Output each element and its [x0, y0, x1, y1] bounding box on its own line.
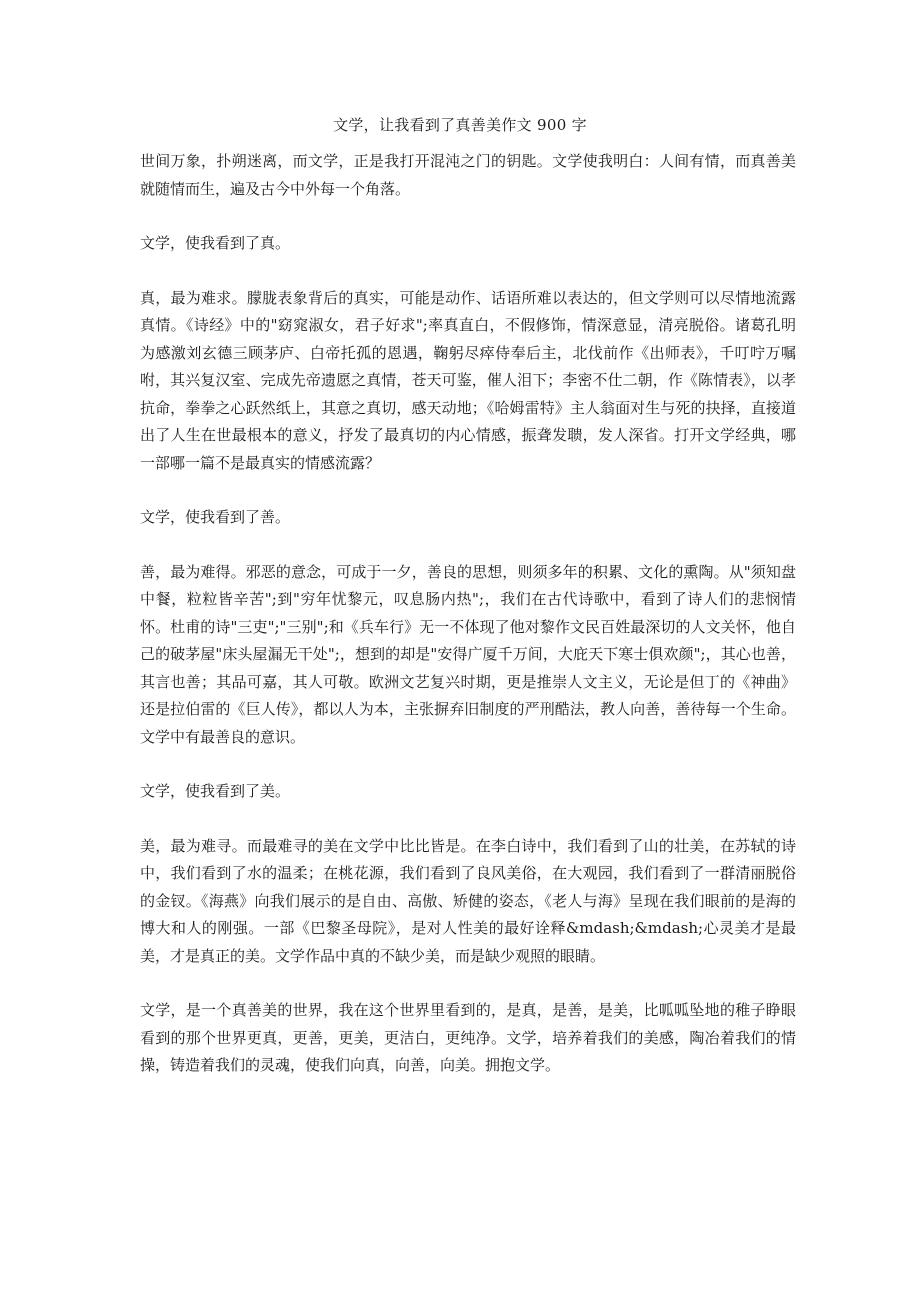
document-title: 文学，让我看到了真善美作文 900 字: [333, 116, 587, 134]
heading-goodness: 文学，使我看到了善。: [140, 508, 291, 526]
heading-beauty: 文学，使我看到了美。: [140, 782, 291, 800]
paragraph-conclusion: 文学，是一个真善美的世界，我在这个世界里看到的，是真，是善，是美，比呱呱坠地的稚子睁眼看到的那个世界更真，更善，更美，更洁白，更纯净。文学，培养着我们的美感，陶冶着我们的情操，铸造着我们的灵魂，使我们向真，向善，向美。拥抱文学。: [140, 1001, 796, 1074]
paragraph-intro: 世间万象，扑朔迷离，而文学，正是我打开混沌之门的钥匙。文学使我明白：人间有情，而真善美就随情而生，遍及古今中外每一个角落。: [140, 152, 796, 198]
paragraph-goodness: 善，最为难得。邪恶的意念，可成于一夕，善良的思想，则须多年的积累、文化的熏陶。从"须知盘中餐，粒粒皆辛苦";到"穷年忧黎元，叹息肠内热";，我们在古代诗歌中，看到了诗人们的悲悯情怀。杜甫的诗"三吏";"三别";和《兵车行》无一不体现了他对黎作文民百姓最深切的人文关怀，他自己的破茅屋"床头屋漏无干处";，想到的却是"安得广厦千万间，大庇天下寒士俱欢颜";，其心也善，其言也善；其品可嘉，其人可敬。欧洲文艺复兴时期，更是推崇人文主义，无论是但丁的《神曲》还是拉伯雷的《巨人传》，都以人为本，主张摒弃旧制度的严刑酷法，教人向善，善待每一个生命。文学中有最善良的意识。: [140, 562, 796, 746]
paragraph-truth: 真，最为难求。朦胧表象背后的真实，可能是动作、话语所难以表达的，但文学则可以尽情地流露真情。《诗经》中的"窈窕淑女，君子好求";率真直白，不假修饰，情深意显，清亮脱俗。诸葛孔明为感激刘玄德三顾茅庐、白帝托孤的恩遇，鞠躬尽瘁侍奉后主，北伐前作《出师表》，千叮咛万嘱咐，其兴复汉室、完成先帝遗愿之真情，苍天可鉴，催人泪下；李密不仕二朝，作《陈情表》，以孝抗命，拳拳之心跃然纸上，其意之真切，感天动地；《哈姆雷特》主人翁面对生与死的抉择，直接道出了人生在世最根本的意义，抒发了最真切的内心情感，振聋发聩，发人深省。打开文学经典，哪一部哪一篇不是最真实的情感流露？: [140, 288, 796, 472]
heading-truth: 文学，使我看到了真。: [140, 234, 291, 252]
document-body: [140, 148, 796, 1107]
paragraph-beauty: 美，最为难寻。而最难寻的美在文学中比比皆是。在李白诗中，我们看到了山的壮美，在苏轼的诗中，我们看到了水的温柔；在桃花源，我们看到了良风美俗，在大观园，我们看到了一群清丽脱俗的金钗。《海燕》向我们展示的是自由、高傲、矫健的姿态，《老人与海》呈现在我们眼前的是海的博大和人的刚强。一部《巴黎圣母院》，是对人性美的最好诠释&mdash;&mdash;心灵美才是最美，才是真正的美。文学作品中真的不缺少美，而是缺少观照的眼睛。: [140, 836, 796, 965]
